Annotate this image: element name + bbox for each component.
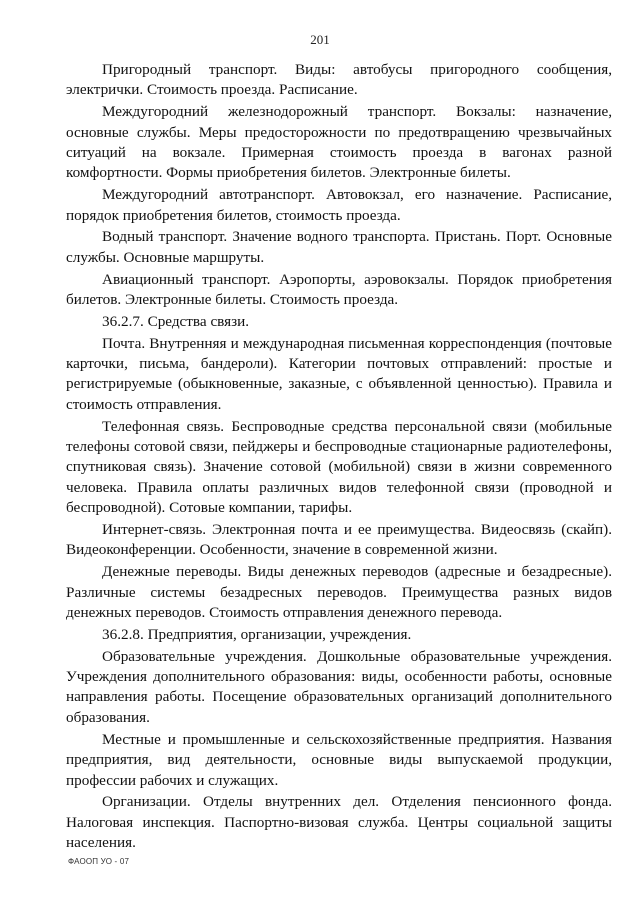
paragraph-intercity-rail: Междугородний железнодорожный транспорт. Вокзалы: назначение, основные службы. Меры предосторожности по предотвращению чрезвычайных ситуаций на вокзале. Примерная стоимость проезда в вагонах разной комфортности. Формы приобретения билетов. Электронные билеты. [66,103,612,182]
paragraph-suburban-transport: Пригородный транспорт. Виды: автобусы пригородного сообщения, электрички. Стоимость проезда. Расписание. [66,61,612,99]
paragraph-air-transport: Авиационный транспорт. Аэропорты, аэровокзалы. Порядок приобретения билетов. Электронные билеты. Стоимость проезда. [66,270,612,309]
section-heading-organizations: 36.2.8. Предприятия, организации, учреждения. [102,625,412,643]
paragraph-water-transport: Водный транспорт. Значение водного транспорта. Пристань. Порт. Основные службы. Основные маршруты. [66,228,612,266]
document-footer: ФАООП УО - 07 [68,857,130,866]
paragraph-enterprises: Местные и промышленные и сельскохозяйственные предприятия. Названия предприятия, вид деятельности, основные виды выпускаемой продукции, профессии рабочих и служащих. [66,730,612,789]
page-number: 201 [310,32,330,47]
document-body [66,60,612,855]
paragraph-educational-institutions: Образовательные учреждения. Дошкольные образовательные учреждения. Учреждения дополнительного образования: виды, особенности работы, основные направления работы. Посещение образовательных организаций дополнительного образования. [66,647,612,726]
section-heading-communication: 36.2.7. Средства связи. [102,312,250,330]
paragraph-organizations: Организации. Отделы внутренних дел. Отделения пенсионного фонда. Налоговая инспекция. Паспортно-визовая служба. Центры социальной защиты населения. [66,793,612,852]
paragraph-money-transfers: Денежные переводы. Виды денежных переводов (адресные и безадресные). Различные системы безадресных переводов. Преимущества разных видов денежных переводов. Стоимость отправления денежного перевода. [66,563,612,622]
paragraph-post: Почта. Внутренняя и международная письменная корреспонденция (почтовые карточки, письма, бандероли). Категории почтовых отправлений: простые и регистрируемые (обыкновенные, заказные, с объявленной ценностью). Правила и стоимость отправления. [66,334,612,413]
paragraph-intercity-bus: Междугородний автотранспорт. Автовокзал, его назначение. Расписание, порядок приобретения билетов, стоимость проезда. [66,186,612,224]
paragraph-telephone: Телефонная связь. Беспроводные средства персональной связи (мобильные телефоны сотовой связи, пейджеры и беспроводные стационарные радиотелефоны, спутниковая связь). Значение сотовой (мобильной) связи в жизни современного человека. Правила оплаты различных видов телефонной связи (проводной и беспроводной). Сотовые компании, тарифы. [66,417,612,517]
paragraph-internet: Интернет-связь. Электронная почта и ее преимущества. Видеосвязь (скайп). Видеоконференции. Особенности, значение в современной жизни. [66,521,612,559]
